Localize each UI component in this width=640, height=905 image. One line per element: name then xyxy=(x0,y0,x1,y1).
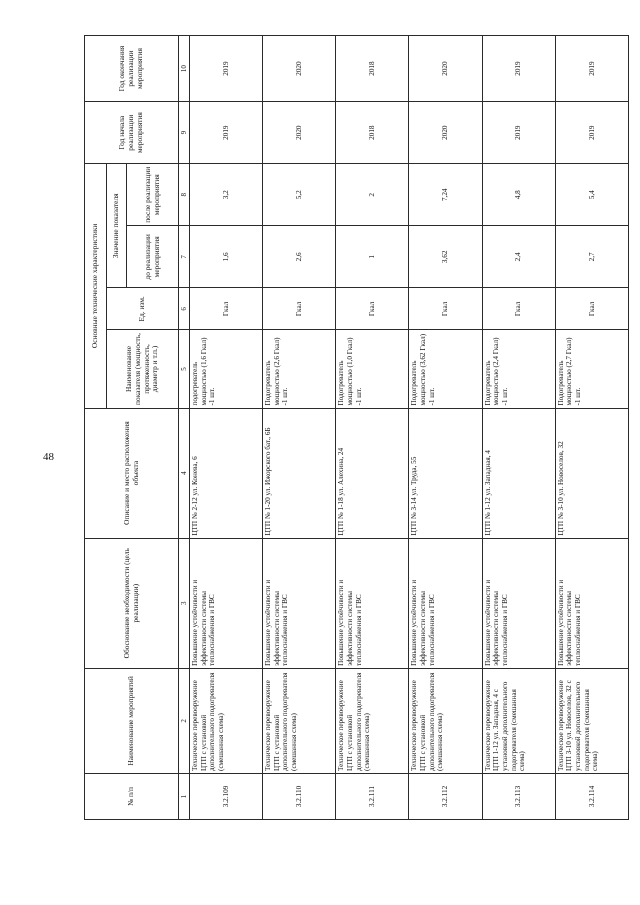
header-after: после реализации мероприятия xyxy=(127,164,179,226)
table-row xyxy=(482,36,555,820)
object-location: ЦТП № 1-12 ул. Западная, 4 xyxy=(482,408,555,538)
start-year: 2019 xyxy=(555,102,628,164)
header-before: до реализации мероприятия xyxy=(127,226,179,288)
reason-text: Повышение устойчивости и эффективности системы теплоснабжения и ГВС xyxy=(190,538,263,668)
object-location: ЦТП № 1-18 ул. Алехина, 24 xyxy=(336,408,409,538)
start-year: 2020 xyxy=(263,102,336,164)
table-row xyxy=(190,36,263,820)
reason-text: Повышение устойчивости и эффективности системы теплоснабжения и ГВС xyxy=(555,538,628,668)
row-number: 3.2.111 xyxy=(336,773,409,819)
end-year: 2020 xyxy=(263,36,336,102)
header-reason: Обоснование необходимости (цель реализации) xyxy=(85,538,179,668)
row-number: 3.2.112 xyxy=(409,773,482,819)
object-location: ЦТП № 2-12 ул. Конева, 6 xyxy=(190,408,263,538)
measure-name: Техническое перевооружение ЦТП с установкой дополнительного подогревателя (смешанная схема) xyxy=(190,668,263,773)
col-index: 6 xyxy=(179,288,190,330)
col-index: 5 xyxy=(179,330,190,408)
value-before: 2,7 xyxy=(555,226,628,288)
indicator-name: Подогреватель мощностью (1,0 Гкал) -1 шт. xyxy=(336,330,409,408)
page-number: 48 xyxy=(43,451,54,463)
object-location: ЦТП № 3-10 ул. Новоселов, 32 xyxy=(555,408,628,538)
object-location: ЦТП № 1-20 ул. Ижорского бат., 6Б xyxy=(263,408,336,538)
measure-name: Техническое перевооружение ЦТП с установкой дополнительного подогревателя (смешанная схема) xyxy=(409,668,482,773)
unit: Гкал xyxy=(190,288,263,330)
col-index: 2 xyxy=(179,668,190,773)
header-value: Значение показателя xyxy=(107,164,127,288)
col-index: 4 xyxy=(179,408,190,538)
indicator-name: подогреватель мощностью (1,6 Гкал) -1 шт. xyxy=(190,330,263,408)
end-year: 2020 xyxy=(409,36,482,102)
rotated-table-wrapper xyxy=(84,35,629,820)
header-start-year: Год начала реализации мероприятия xyxy=(85,102,179,164)
measure-name: Техническое перевооружение ЦТП 3-10 ул. Новоселов, 32 с установкой дополнительного подогревателя (смешанная схема) xyxy=(555,668,628,773)
end-year: 2019 xyxy=(190,36,263,102)
value-after: 3,2 xyxy=(190,164,263,226)
reason-text: Повышение устойчивости и эффективности системы теплоснабжения и ГВС xyxy=(336,538,409,668)
unit: Гкал xyxy=(482,288,555,330)
col-index: 10 xyxy=(179,36,190,102)
end-year: 2019 xyxy=(482,36,555,102)
measure-name: Техническое перевооружение ЦТП с установкой дополнительного подогревателя (смешанная схема) xyxy=(263,668,336,773)
col-index: 7 xyxy=(179,226,190,288)
end-year: 2018 xyxy=(336,36,409,102)
header-unit: Ед. изм. xyxy=(107,288,179,330)
unit: Гкал xyxy=(336,288,409,330)
indicator-name: Подогреватель мощностью (2,6 Гкал) -1 шт. xyxy=(263,330,336,408)
unit: Гкал xyxy=(409,288,482,330)
unit: Гкал xyxy=(263,288,336,330)
header-indicator: Наименование показателя (мощность, протяженность, диаметр и т.п.) xyxy=(107,330,179,408)
measure-name: Техническое перевооружение ЦТП с установкой дополнительного подогревателя (смешанная схема) xyxy=(336,668,409,773)
reason-text: Повышение устойчивости и эффективности системы теплоснабжения и ГВС xyxy=(482,538,555,668)
col-index: 8 xyxy=(179,164,190,226)
header-location: Описание и место расположения объекта xyxy=(85,408,179,538)
header-tech: Основные технические характеристики xyxy=(85,164,107,408)
start-year: 2020 xyxy=(409,102,482,164)
value-after: 7,24 xyxy=(409,164,482,226)
value-before: 1 xyxy=(336,226,409,288)
table-row xyxy=(555,36,628,820)
indicator-name: Подогреватель мощностью (2,7 Гкал) -1 шт. xyxy=(555,330,628,408)
value-after: 4,8 xyxy=(482,164,555,226)
col-index: 1 xyxy=(179,773,190,819)
value-after: 2 xyxy=(336,164,409,226)
row-number: 3.2.109 xyxy=(190,773,263,819)
indicator-name: Подогреватель мощностью (3,62 Гкал) -1 шт. xyxy=(409,330,482,408)
reason-text: Повышение устойчивости и эффективности системы теплоснабжения и ГВС xyxy=(263,538,336,668)
row-number: 3.2.113 xyxy=(482,773,555,819)
value-before: 2,6 xyxy=(263,226,336,288)
measure-name: Техническое перевооружение ЦТП 1-12 ул. Западная, 4 с установкой дополнительного подогревателя (смешанная схема) xyxy=(482,668,555,773)
value-after: 5,4 xyxy=(555,164,628,226)
row-number: 3.2.114 xyxy=(555,773,628,819)
end-year: 2019 xyxy=(555,36,628,102)
table-row xyxy=(336,36,409,820)
start-year: 2019 xyxy=(190,102,263,164)
value-before: 2,4 xyxy=(482,226,555,288)
value-after: 5,2 xyxy=(263,164,336,226)
value-before: 1,6 xyxy=(190,226,263,288)
unit: Гкал xyxy=(555,288,628,330)
start-year: 2018 xyxy=(336,102,409,164)
col-index: 9 xyxy=(179,102,190,164)
object-location: ЦТП № 3-14 ул. Труда, 55 xyxy=(409,408,482,538)
start-year: 2019 xyxy=(482,102,555,164)
header-num: № п/п xyxy=(85,773,179,819)
col-index: 3 xyxy=(179,538,190,668)
measures-table xyxy=(84,35,629,820)
value-before: 3,62 xyxy=(409,226,482,288)
table-row xyxy=(409,36,482,820)
reason-text: Повышение устойчивости и эффективности системы теплоснабжения и ГВС xyxy=(409,538,482,668)
indicator-name: Подогреватель мощностью (2,4 Гкал) -1 шт. xyxy=(482,330,555,408)
row-number: 3.2.110 xyxy=(263,773,336,819)
table-body xyxy=(190,36,629,820)
header-end-year: Год окончания реализации мероприятия xyxy=(85,36,179,102)
table-row xyxy=(263,36,336,820)
header-name: Наименование мероприятий xyxy=(85,668,179,773)
